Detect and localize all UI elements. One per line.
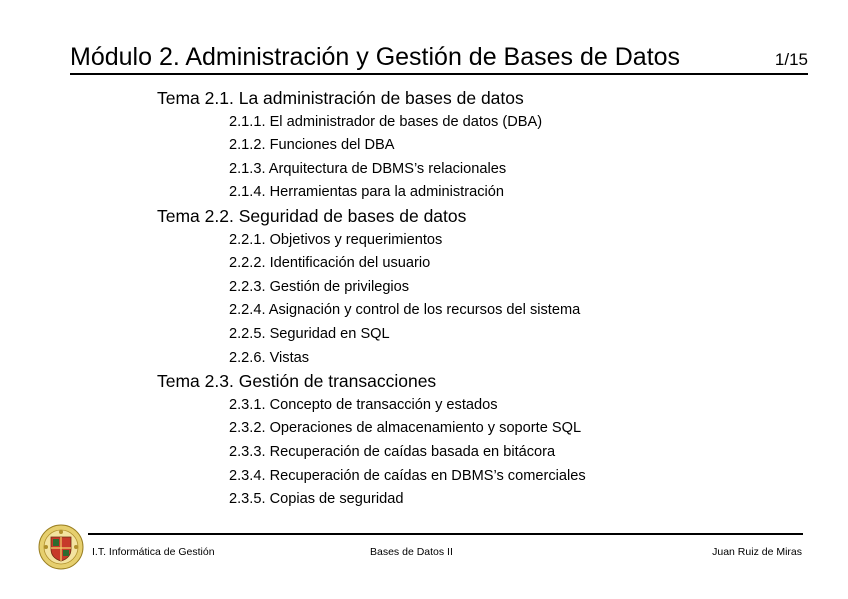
topic-2-1: Tema 2.1. La administración de bases de datos	[157, 88, 524, 108]
subtopic-2-2-6: 2.2.6. Vistas	[229, 349, 310, 366]
subtopic-2-3-1: 2.3.1. Concepto de transacción y estados	[229, 396, 498, 413]
subtopic-2-2-4: 2.2.4. Asignación y control de los recursos del sistema	[229, 302, 581, 319]
subtopic-2-3-2: 2.3.2. Operaciones de almacenamiento y soporte SQL	[229, 420, 582, 437]
topic-2-3: Tema 2.3. Gestión de transacciones	[157, 371, 437, 392]
topic-2-2: Tema 2.2. Seguridad de bases de datos	[157, 205, 467, 226]
footer-author: Juan Ruiz de Miras	[712, 546, 802, 558]
page-number: 1/15	[774, 50, 808, 69]
subtopic-2-1-1: 2.1.1. El administrador de bases de datos (DBA)	[229, 113, 543, 130]
subtopic-2-2-3: 2.2.3. Gestión de privilegios	[229, 278, 410, 295]
subtopic-2-1-4: 2.1.4. Herramientas para la administración	[229, 184, 504, 201]
subtopic-2-2-5: 2.2.5. Seguridad en SQL	[229, 325, 390, 342]
footer-divider	[88, 533, 803, 535]
subtopic-2-3-4: 2.3.4. Recuperación de caídas en DBMS’s comerciales	[229, 467, 586, 484]
title-divider	[70, 73, 808, 75]
table-of-contents	[0, 87, 848, 512]
subtopic-2-2-1: 2.2.1. Objetivos y requerimientos	[229, 231, 443, 248]
subtopic-2-2-2: 2.2.2. Identificación del usuario	[229, 255, 431, 272]
subtopic-2-3-3: 2.3.3. Recuperación de caídas basada en bitácora	[229, 443, 556, 460]
subtopic-2-1-3: 2.1.3. Arquitectura de DBMS’s relacionales	[229, 160, 507, 177]
subtopic-2-1-2: 2.1.2. Funciones del DBA	[229, 137, 395, 154]
footer-subject: Bases de Datos II	[370, 546, 453, 558]
slide-title: Módulo 2. Administración y Gestión de Bases de Datos	[70, 43, 681, 71]
subtopic-2-3-5: 2.3.5. Copias de seguridad	[229, 491, 404, 508]
university-seal-icon	[38, 524, 84, 570]
footer-course: I.T. Informática de Gestión	[92, 546, 215, 558]
